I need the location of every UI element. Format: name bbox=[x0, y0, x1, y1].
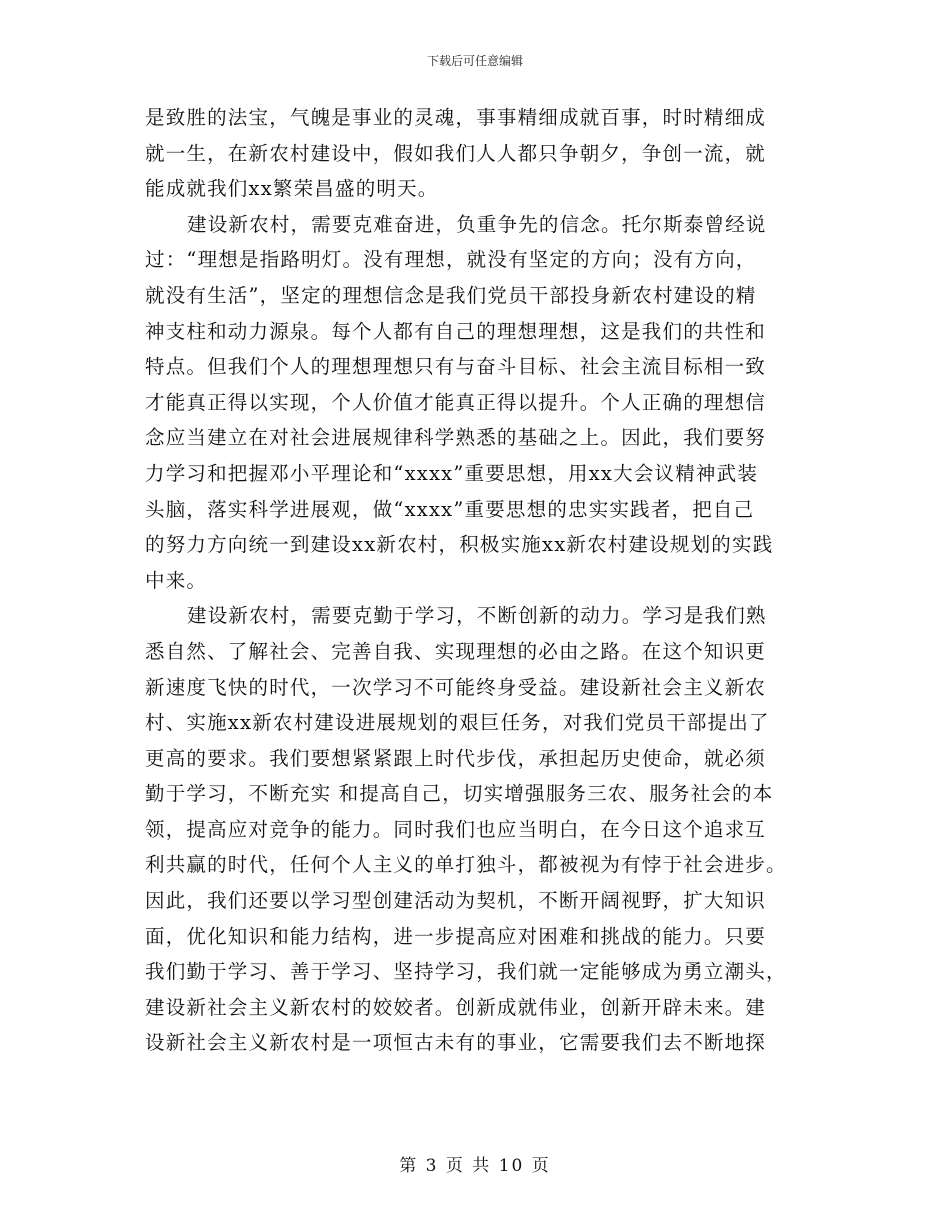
body-line: 过：“理想是指路明灯。没有理想，就没有坚定的方向；没有方向， bbox=[145, 248, 757, 272]
body-line: 勤于学习，不断充实 和提高自己，切实增强服务三农、服务社会的本 bbox=[145, 782, 774, 806]
body-line: 中来。 bbox=[145, 568, 208, 592]
body-line: 头脑，落实科学进展观，做“xxxx”重要思想的忠实实践者，把自己 bbox=[145, 497, 755, 521]
document-body bbox=[145, 100, 805, 1061]
body-line: 因此，我们还要以学习型创建活动为契机，不断开阔视野，扩大知识 bbox=[145, 889, 767, 913]
body-line: 才能真正得以实现，个人价值才能真正得以提升。个人正确的理想信 bbox=[145, 390, 767, 414]
body-line: 面，优化知识和能力结构，进一步提高应对困难和挑战的能力。只要 bbox=[145, 924, 767, 948]
body-line: 建设新社会主义新农村的姣姣者。创新成就伟业，创新开辟未来。建 bbox=[145, 995, 767, 1019]
page-footer: 第 3 页 共 10 页 bbox=[399, 1156, 551, 1176]
body-line: 的努力方向统一到建设xx新农村，积极实施xx新农村建设规划的实践 bbox=[145, 533, 774, 557]
body-line: 特点。但我们个人的理想理想只有与奋斗目标、社会主流目标相一致 bbox=[145, 355, 767, 379]
body-line: 新速度飞快的时代，一次学习不可能终身受益。建设新社会主义新农 bbox=[145, 675, 767, 699]
body-line: 是致胜的法宝，气魄是事业的灵魂，事事精细成就百事，时时精细成 bbox=[145, 106, 767, 129]
body-line: 我们勤于学习、善于学习、坚持学习，我们就一定能够成为勇立潮头， bbox=[145, 960, 787, 984]
body-line: 力学习和把握邓小平理论和“xxxx”重要思想，用xx大会议精神武装 bbox=[145, 461, 759, 485]
body-line: 悉自然、了解社会、完善自我、实现理想的必由之路。在这个知识更 bbox=[145, 639, 767, 663]
page-header: 下载后可任意编辑 bbox=[426, 54, 523, 68]
body-line: 利共赢的时代，任何个人主义的单打独斗，都被视为有悖于社会进步。 bbox=[145, 853, 787, 877]
paragraph-first-line: 建设新农村，需要克难奋进，负重争先的信念。托尔斯泰曾经说 bbox=[187, 212, 767, 236]
body-line: 就没有生活”，坚定的理想信念是我们党员干部投身新农村建设的精 bbox=[145, 283, 757, 307]
body-line: 神支柱和动力源泉。每个人都有自己的理想理想，这是我们的共性和 bbox=[145, 319, 767, 343]
body-line: 村、实施xx新农村建设进展规划的艰巨任务，对我们党员干部提出了 bbox=[145, 711, 770, 735]
body-line: 设新社会主义新农村是一项恒古未有的事业，它需要我们去不断地探 bbox=[145, 1031, 767, 1055]
body-line: 领，提高应对竞争的能力。同时我们也应当明白，在今日这个追求互 bbox=[145, 817, 767, 841]
body-line: 能成就我们xx繁荣昌盛的明天。 bbox=[145, 177, 439, 201]
body-line: 念应当建立在对社会进展规律科学熟悉的基础之上。因此，我们要努 bbox=[145, 426, 767, 450]
body-line: 就一生，在新农村建设中，假如我们人人都只争朝夕，争创一流，就 bbox=[145, 141, 767, 165]
body-line: 更高的要求。我们要想紧紧跟上时代步伐，承担起历史使命，就必须 bbox=[145, 746, 767, 770]
paragraph-first-line: 建设新农村，需要克勤于学习，不断创新的动力。学习是我们熟 bbox=[187, 604, 767, 628]
